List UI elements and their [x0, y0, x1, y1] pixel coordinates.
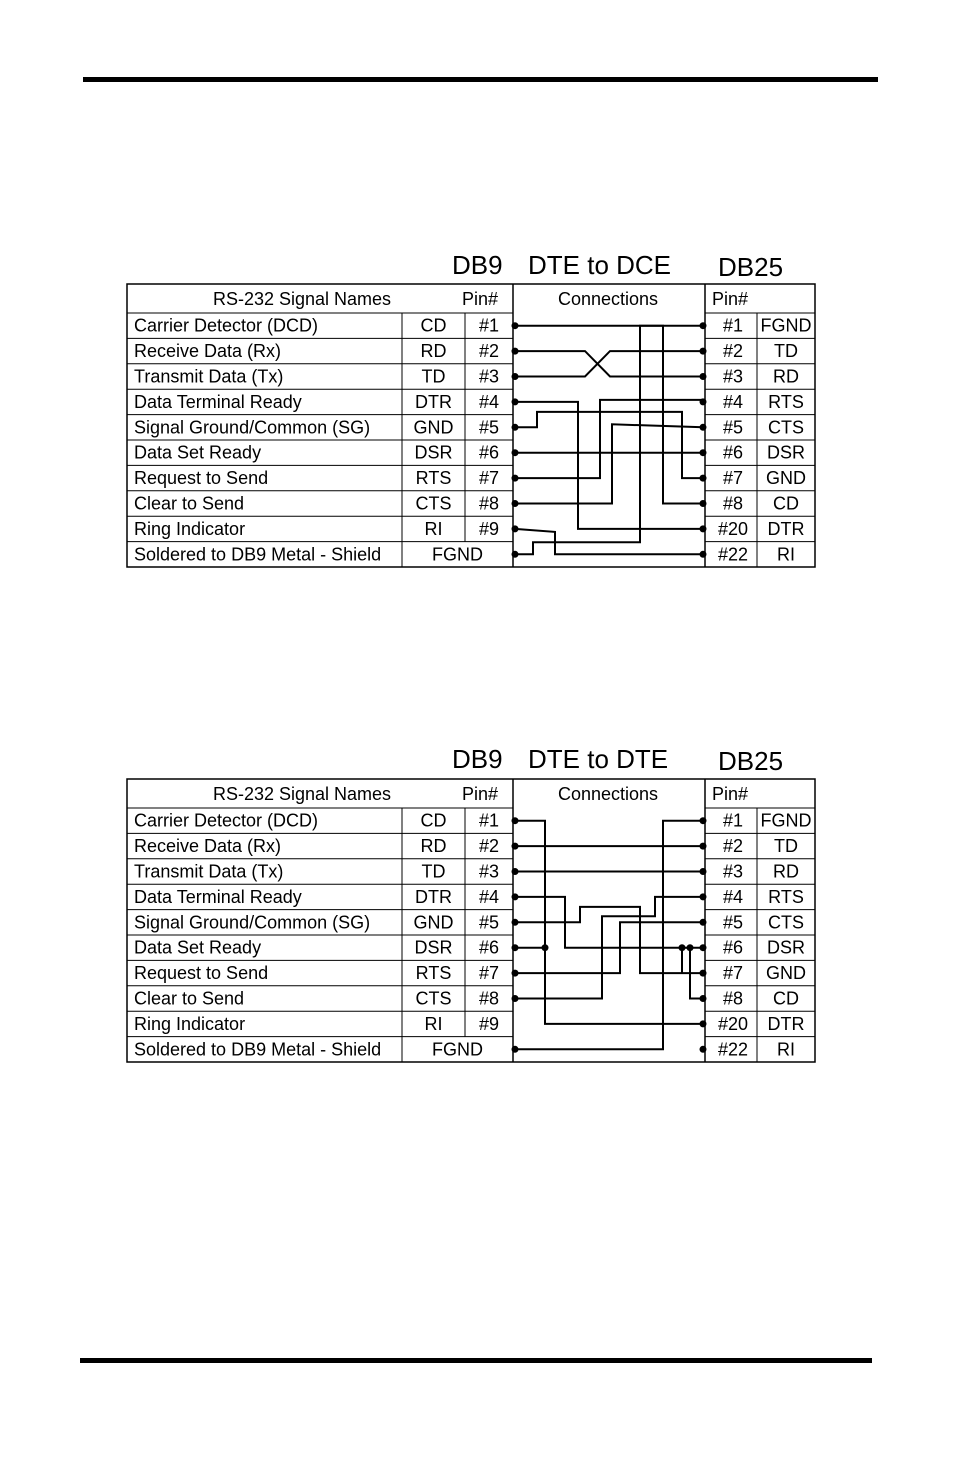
- header-connections: Connections: [557, 784, 659, 804]
- db25-pin: #2: [722, 836, 744, 857]
- pin-dot-right: [700, 893, 707, 900]
- db9-pin: #4: [478, 391, 500, 412]
- pin-dot-right: [700, 398, 707, 405]
- header-signal-names: RS-232 Signal Names: [212, 784, 392, 804]
- db25-pin: #7: [722, 963, 744, 984]
- signal-abbr: CTS: [415, 988, 452, 1009]
- wire-cts: [515, 424, 703, 503]
- db25-pin: #22: [717, 1039, 749, 1060]
- pin-dot-left: [512, 893, 519, 900]
- junction-dot: [679, 944, 686, 951]
- pin-dot-right: [700, 843, 707, 850]
- junction-dot: [542, 944, 549, 951]
- db25-signal: RTS: [768, 886, 804, 907]
- header-connections: Connections: [557, 289, 659, 309]
- pin-dot-left: [512, 398, 519, 405]
- pin-dot-left: [512, 551, 519, 558]
- signal-abbr: CTS: [415, 493, 452, 514]
- db9-pin: #9: [478, 518, 500, 539]
- title-db9: DB9: [452, 744, 503, 774]
- db25-pin: #3: [722, 366, 744, 387]
- wire-fgnd: [515, 326, 703, 555]
- pin-dot-left: [512, 322, 519, 329]
- signal-abbr: DTR: [415, 391, 452, 412]
- signal-abbr: TD: [421, 861, 446, 882]
- signal-name: Receive Data (Rx): [134, 341, 282, 362]
- title-direction: DTE to DCE: [528, 250, 672, 280]
- db25-signal: DSR: [766, 442, 806, 463]
- db25-pin: #6: [722, 937, 744, 958]
- header-pin-db25: Pin#: [712, 784, 749, 804]
- db25-signal: GND: [766, 468, 806, 489]
- signal-abbr: FGND: [432, 544, 483, 565]
- pin-dot-left: [512, 944, 519, 951]
- db25-pin: #8: [722, 988, 744, 1009]
- db25-signal: RI: [777, 544, 795, 565]
- db25-signal: CTS: [768, 912, 804, 933]
- pin-dot-left: [512, 995, 519, 1002]
- signal-name: Clear to Send: [134, 988, 245, 1009]
- wire-dtr: [515, 402, 703, 529]
- pin-dot-right: [700, 944, 707, 951]
- header-pin-db25: Pin#: [712, 289, 749, 309]
- pin-dot-right: [700, 919, 707, 926]
- signal-abbr: DSR: [414, 937, 453, 958]
- db9-pin: #8: [478, 988, 500, 1009]
- signal-name: Data Terminal Ready: [134, 886, 302, 907]
- diagram-2: [127, 744, 815, 1062]
- db25-pin: #5: [722, 417, 744, 438]
- db9-pin: #8: [478, 493, 500, 514]
- wire-rx: [515, 351, 703, 376]
- pin-dot-right: [700, 348, 707, 355]
- signal-name: Request to Send: [134, 468, 269, 489]
- signal-name: Request to Send: [134, 963, 269, 984]
- pin-dot-right: [700, 1020, 707, 1027]
- header-pin-db9: Pin#: [461, 784, 499, 804]
- signal-abbr: FGND: [432, 1039, 483, 1060]
- signal-name: Clear to Send: [134, 493, 245, 514]
- db25-signal: RD: [773, 861, 799, 882]
- db25-pin: #22: [717, 544, 749, 565]
- pin-dot-left: [512, 449, 519, 456]
- signal-abbr: CD: [420, 810, 447, 831]
- title-db9: DB9: [452, 250, 503, 280]
- pin-dot-left: [512, 475, 519, 482]
- pin-dot-left: [512, 919, 519, 926]
- pin-dot-left: [512, 843, 519, 850]
- db25-pin: #3: [722, 861, 744, 882]
- signal-name: Receive Data (Rx): [134, 836, 282, 857]
- pin-dot-right: [700, 322, 707, 329]
- db25-pin: #1: [722, 810, 744, 831]
- signal-abbr: GND: [413, 912, 454, 933]
- pin-dot-right: [700, 525, 707, 532]
- db25-signal: CD: [773, 988, 799, 1009]
- title-db25: DB25: [718, 252, 784, 282]
- db25-pin: #7: [722, 468, 744, 489]
- connections-wiring: [512, 817, 707, 1053]
- signal-name: Signal Ground/Common (SG): [134, 912, 371, 933]
- db9-pin: #4: [478, 886, 500, 907]
- pin-dot-left: [512, 525, 519, 532]
- pin-dot-right: [700, 817, 707, 824]
- signal-abbr: RI: [424, 518, 443, 539]
- db25-pin: #1: [722, 315, 744, 336]
- signal-abbr: RTS: [415, 468, 452, 489]
- signal-abbr: TD: [421, 366, 446, 387]
- db25-signal: DTR: [767, 1013, 805, 1034]
- db9-pin: #9: [478, 1013, 500, 1034]
- db25-signal: TD: [774, 341, 798, 362]
- db25-signal: DTR: [767, 518, 805, 539]
- signal-name: Carrier Detector (DCD): [134, 315, 319, 336]
- signal-name: Ring Indicator: [134, 1013, 246, 1034]
- wire-fgnd: [515, 821, 703, 1050]
- db9-pin: #5: [478, 912, 500, 933]
- pin-dot-right: [700, 475, 707, 482]
- signal-name: Transmit Data (Tx): [134, 366, 284, 387]
- db25-signal: FGND: [760, 810, 812, 831]
- signal-name: Ring Indicator: [134, 518, 246, 539]
- pin-dot-left: [512, 348, 519, 355]
- db25-signal: DSR: [766, 937, 806, 958]
- db25-pin: #8: [722, 493, 744, 514]
- signal-abbr: CD: [420, 315, 447, 336]
- pin-dot-left: [512, 868, 519, 875]
- db9-pin: #3: [478, 861, 500, 882]
- db25-pin: #6: [722, 442, 744, 463]
- pin-dot-right: [700, 1046, 707, 1053]
- header-signal-names: RS-232 Signal Names: [212, 289, 392, 309]
- pin-dot-left: [512, 424, 519, 431]
- signal-name: Soldered to DB9 Metal - Shield: [134, 544, 382, 565]
- db25-pin: #20: [717, 518, 749, 539]
- db25-pin: #2: [722, 341, 744, 362]
- signal-abbr: RI: [424, 1013, 443, 1034]
- pin-dot-left: [512, 817, 519, 824]
- pin-dot-left: [512, 373, 519, 380]
- signal-name: Carrier Detector (DCD): [134, 810, 319, 831]
- wire-tx: [515, 351, 703, 376]
- signal-name: Data Set Ready: [134, 937, 262, 958]
- signal-abbr: DTR: [415, 886, 452, 907]
- db25-signal: GND: [766, 963, 806, 984]
- db25-pin: #4: [722, 391, 744, 412]
- signal-abbr: RD: [420, 836, 447, 857]
- wire-gnd: [515, 412, 703, 478]
- db9-pin: #5: [478, 417, 500, 438]
- db9-pin: #3: [478, 366, 500, 387]
- db9-pin: #6: [478, 442, 500, 463]
- db25-signal: CD: [773, 493, 799, 514]
- header-pin-db9: Pin#: [461, 289, 499, 309]
- signal-abbr: RD: [420, 341, 447, 362]
- signal-abbr: RTS: [415, 963, 452, 984]
- signal-name: Data Terminal Ready: [134, 391, 302, 412]
- db25-pin: #4: [722, 886, 744, 907]
- pin-dot-right: [700, 970, 707, 977]
- signal-name: Data Set Ready: [134, 442, 262, 463]
- db9-pin: #2: [478, 341, 500, 362]
- signal-abbr: DSR: [414, 442, 453, 463]
- pin-dot-right: [700, 373, 707, 380]
- db9-pin: #7: [478, 468, 500, 489]
- pin-dot-left: [512, 970, 519, 977]
- db25-pin: #20: [717, 1013, 749, 1034]
- db9-pin: #1: [478, 810, 500, 831]
- pin-dot-left: [512, 500, 519, 507]
- db9-pin: #2: [478, 836, 500, 857]
- signal-name: Transmit Data (Tx): [134, 861, 284, 882]
- pin-dot-right: [700, 424, 707, 431]
- pin-dot-right: [700, 500, 707, 507]
- db25-signal: FGND: [760, 315, 812, 336]
- pin-dot-left: [512, 1046, 519, 1053]
- signal-name: Signal Ground/Common (SG): [134, 417, 371, 438]
- signal-name: Soldered to DB9 Metal - Shield: [134, 1039, 382, 1060]
- db25-signal: RTS: [768, 391, 804, 412]
- pin-dot-right: [700, 449, 707, 456]
- title-direction: DTE to DTE: [528, 744, 669, 774]
- db25-signal: RI: [777, 1039, 795, 1060]
- diagram-1: [127, 250, 815, 567]
- db25-signal: CTS: [768, 417, 804, 438]
- connections-wiring: [512, 322, 707, 558]
- db25-pin: #5: [722, 912, 744, 933]
- db25-signal: RD: [773, 366, 799, 387]
- db25-signal: TD: [774, 836, 798, 857]
- db9-pin: #7: [478, 963, 500, 984]
- pin-dot-right: [700, 868, 707, 875]
- junction-dot: [687, 944, 694, 951]
- pin-dot-right: [700, 995, 707, 1002]
- title-db25: DB25: [718, 746, 784, 776]
- db9-pin: #6: [478, 937, 500, 958]
- db9-pin: #1: [478, 315, 500, 336]
- pin-dot-right: [700, 551, 707, 558]
- signal-abbr: GND: [413, 417, 454, 438]
